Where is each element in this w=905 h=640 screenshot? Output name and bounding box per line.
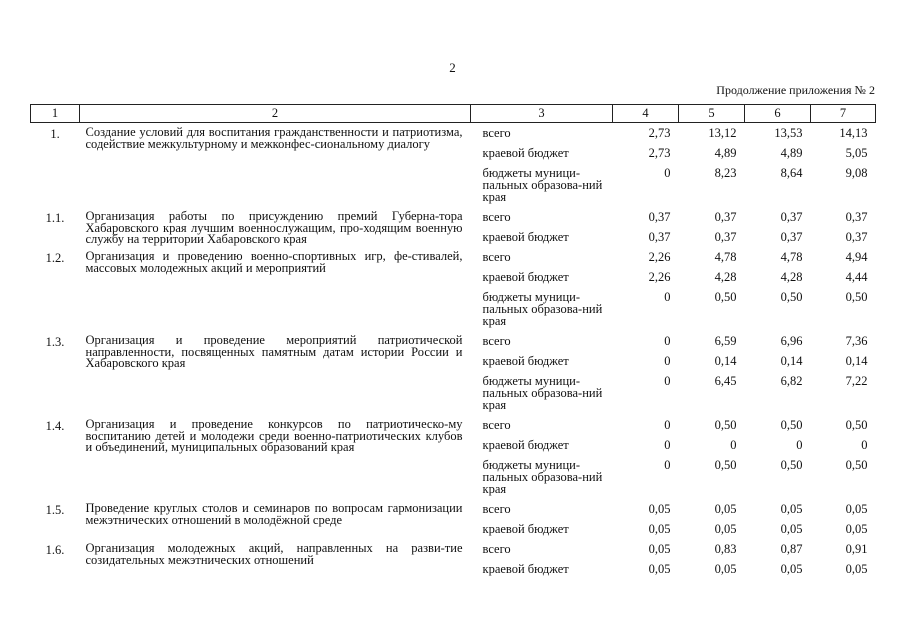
value-text: 0,50	[845, 458, 868, 472]
funding-source	[471, 331, 613, 351]
value-text: 0,37	[648, 230, 671, 244]
value-text: 0,83	[714, 542, 737, 556]
value-text: 0,05	[714, 502, 737, 516]
value-col-5	[679, 519, 745, 539]
value-text: 9,08	[845, 166, 868, 180]
value-text: 7,22	[845, 374, 868, 388]
value-col-6	[745, 163, 811, 207]
value-col-4	[613, 351, 679, 371]
funding-source-label: краевой бюджет	[482, 438, 569, 452]
value-text: 0	[664, 418, 671, 432]
value-col-4	[613, 455, 679, 499]
value-col-7	[811, 415, 876, 435]
continuation-label: Продолжение приложения № 2	[716, 83, 875, 97]
value-col-7	[811, 287, 876, 331]
value-col-6	[745, 351, 811, 371]
value-col-4	[613, 267, 679, 287]
value-col-6	[745, 435, 811, 455]
item-title: Организация и проведению военно-спортивных игр, фе-стивалей, массовых молодежных акций и мероприятий	[85, 249, 463, 275]
value-col-4	[613, 163, 679, 207]
header-col-3: 3	[471, 105, 613, 123]
funding-source-label: краевой бюджет	[482, 270, 569, 284]
value-text: 4,44	[845, 270, 868, 284]
funding-source-label: бюджеты муници-пальных образова-ний края	[482, 458, 603, 496]
value-text: 0,37	[648, 210, 671, 224]
value-text: 0,14	[714, 354, 737, 368]
value-col-7	[811, 499, 876, 519]
value-col-6	[745, 499, 811, 519]
funding-source	[471, 143, 613, 163]
value-col-7	[811, 267, 876, 287]
value-text: 4,78	[714, 250, 737, 264]
value-text: 4,78	[780, 250, 803, 264]
value-text: 0,05	[845, 522, 868, 536]
value-text: 0,50	[714, 458, 737, 472]
value-col-5	[679, 227, 745, 247]
value-text: 6,96	[780, 334, 803, 348]
value-text: 4,28	[780, 270, 803, 284]
table-row	[31, 539, 876, 559]
value-col-4	[613, 247, 679, 267]
item-title: Создание условий для воспитания гражданственности и патриотизма, содействие межкультурному и межконфес-сиональному диалогу	[85, 125, 463, 151]
item-number: 1.	[50, 127, 60, 141]
value-text: 0,50	[780, 458, 803, 472]
table-row	[31, 331, 876, 351]
value-text: 6,45	[714, 374, 737, 388]
value-col-6	[745, 207, 811, 227]
value-text: 0,37	[780, 210, 803, 224]
value-text: 0,37	[845, 210, 868, 224]
value-col-6	[745, 539, 811, 559]
value-col-6	[745, 559, 811, 579]
value-col-4	[613, 435, 679, 455]
value-col-4	[613, 143, 679, 163]
value-text: 0	[664, 354, 671, 368]
funding-source	[471, 287, 613, 331]
value-col-6	[745, 123, 811, 144]
table-row	[31, 247, 876, 267]
value-text: 8,23	[714, 166, 737, 180]
value-col-5	[679, 435, 745, 455]
value-col-7	[811, 143, 876, 163]
header-col-6: 6	[745, 105, 811, 123]
value-text: 0,05	[714, 522, 737, 536]
value-text: 8,64	[780, 166, 803, 180]
value-text: 0	[664, 458, 671, 472]
value-text: 4,28	[714, 270, 737, 284]
header-col-1: 1	[31, 105, 80, 123]
value-text: 0,05	[648, 502, 671, 516]
funding-source	[471, 499, 613, 519]
funding-source	[471, 227, 613, 247]
value-text: 0	[664, 290, 671, 304]
value-text: 0,37	[714, 230, 737, 244]
funding-source-label: всего	[482, 334, 511, 348]
value-text: 0	[664, 438, 671, 452]
table-row	[31, 499, 876, 519]
value-text: 0,14	[845, 354, 868, 368]
value-col-6	[745, 247, 811, 267]
funding-source	[471, 519, 613, 539]
value-col-5	[679, 287, 745, 331]
value-text: 0,50	[780, 290, 803, 304]
value-text: 0,05	[780, 522, 803, 536]
value-col-5	[679, 371, 745, 415]
value-text: 0	[861, 438, 868, 452]
value-text: 2,26	[648, 250, 671, 264]
value-col-7	[811, 539, 876, 559]
funding-source-label: всего	[482, 250, 511, 264]
value-col-7	[811, 559, 876, 579]
funding-source-label: краевой бюджет	[482, 354, 569, 368]
value-col-6	[745, 455, 811, 499]
value-text: 5,05	[845, 146, 868, 160]
funding-source-label: краевой бюджет	[482, 230, 569, 244]
value-col-5	[679, 351, 745, 371]
value-text: 0,50	[714, 418, 737, 432]
value-text: 0,37	[714, 210, 737, 224]
value-text: 0,91	[845, 542, 868, 556]
value-col-6	[745, 227, 811, 247]
funding-source-label: всего	[482, 542, 511, 556]
table-body	[31, 123, 876, 580]
funding-source-label: всего	[482, 126, 511, 140]
value-col-7	[811, 207, 876, 227]
value-col-4	[613, 559, 679, 579]
funding-source-label: всего	[482, 210, 511, 224]
funding-source	[471, 415, 613, 435]
value-text: 0	[796, 438, 803, 452]
value-col-6	[745, 143, 811, 163]
value-col-5	[679, 331, 745, 351]
funding-source	[471, 539, 613, 559]
table-row	[31, 415, 876, 435]
value-text: 7,36	[845, 334, 868, 348]
value-col-7	[811, 163, 876, 207]
header-row	[31, 105, 876, 123]
funding-source	[471, 247, 613, 267]
value-text: 0,14	[780, 354, 803, 368]
item-number: 1.4.	[45, 419, 65, 433]
funding-source	[471, 371, 613, 415]
value-text: 6,82	[780, 374, 803, 388]
value-text: 2,73	[648, 146, 671, 160]
value-col-7	[811, 351, 876, 371]
value-col-4	[613, 207, 679, 227]
value-text: 4,89	[714, 146, 737, 160]
item-title: Организация и проведение мероприятий патриотической направленности, посвященных памятным датам истории России и Хабаровского края	[85, 333, 463, 370]
value-col-7	[811, 227, 876, 247]
funding-source-label: бюджеты муници-пальных образова-ний края	[482, 166, 603, 204]
funding-source	[471, 123, 613, 144]
item-number: 1.1.	[45, 211, 65, 225]
value-col-4	[613, 371, 679, 415]
value-text: 0,05	[714, 562, 737, 576]
value-text: 6,59	[714, 334, 737, 348]
value-col-5	[679, 247, 745, 267]
value-col-5	[679, 163, 745, 207]
value-text: 0,05	[845, 502, 868, 516]
value-col-5	[679, 415, 745, 435]
value-text: 2,73	[648, 126, 671, 140]
funding-source	[471, 435, 613, 455]
value-col-5	[679, 455, 745, 499]
header-col-2: 2	[80, 105, 471, 123]
value-text: 13,12	[708, 126, 737, 140]
table-row	[31, 207, 876, 227]
funding-source	[471, 207, 613, 227]
item-number: 1.6.	[45, 543, 65, 557]
value-col-6	[745, 519, 811, 539]
value-text: 0,37	[845, 230, 868, 244]
header-col-5: 5	[679, 105, 745, 123]
value-text: 0,50	[845, 418, 868, 432]
appendix-table	[30, 104, 876, 579]
value-text: 14,13	[839, 126, 868, 140]
value-text: 0,50	[845, 290, 868, 304]
value-col-5	[679, 207, 745, 227]
value-text: 0,05	[845, 562, 868, 576]
value-col-5	[679, 559, 745, 579]
value-text: 0,05	[648, 522, 671, 536]
value-col-7	[811, 123, 876, 144]
header-col-7: 7	[811, 105, 876, 123]
value-col-4	[613, 287, 679, 331]
value-col-5	[679, 267, 745, 287]
value-text: 13,53	[774, 126, 803, 140]
item-number: 1.2.	[45, 251, 65, 265]
value-text: 0,37	[780, 230, 803, 244]
value-text: 0	[730, 438, 737, 452]
value-col-6	[745, 331, 811, 351]
value-col-5	[679, 123, 745, 144]
value-col-7	[811, 371, 876, 415]
value-col-5	[679, 539, 745, 559]
value-text: 0,50	[714, 290, 737, 304]
value-text: 4,94	[845, 250, 868, 264]
value-text: 0	[664, 334, 671, 348]
value-col-4	[613, 123, 679, 144]
funding-source	[471, 267, 613, 287]
value-col-4	[613, 331, 679, 351]
table-row	[31, 123, 876, 144]
value-text: 0,50	[780, 418, 803, 432]
funding-source	[471, 455, 613, 499]
funding-source-label: краевой бюджет	[482, 522, 569, 536]
value-col-6	[745, 415, 811, 435]
value-col-7	[811, 331, 876, 351]
value-text: 0,05	[648, 562, 671, 576]
page-number: 2	[449, 60, 456, 75]
value-col-7	[811, 247, 876, 267]
value-text: 2,26	[648, 270, 671, 284]
value-col-7	[811, 435, 876, 455]
value-text: 0	[664, 374, 671, 388]
value-text: 0,05	[780, 562, 803, 576]
value-text: 0,05	[648, 542, 671, 556]
funding-source-label: бюджеты муници-пальных образова-ний края	[482, 290, 603, 328]
header-col-4: 4	[613, 105, 679, 123]
item-title: Организация и проведение конкурсов по патриотическо-му воспитанию детей и молодежи среди военно-патриотических клубов и объединений, муниципальных образований края	[85, 417, 463, 454]
value-text: 0	[664, 166, 671, 180]
funding-source	[471, 559, 613, 579]
funding-source	[471, 351, 613, 371]
item-title: Организация молодежных акций, направленных на разви-тие созидательных межэтнических отношений	[85, 541, 463, 567]
value-text: 4,89	[780, 146, 803, 160]
value-col-4	[613, 499, 679, 519]
value-col-4	[613, 415, 679, 435]
value-col-7	[811, 455, 876, 499]
value-text: 0,05	[780, 502, 803, 516]
item-title: Организация работы по присуждению премий Губерна-тора Хабаровского края лучшим военнослужащим, про-ходящим военную службу на территории Хабаровского края	[85, 209, 463, 246]
value-col-4	[613, 519, 679, 539]
value-col-6	[745, 267, 811, 287]
value-col-6	[745, 371, 811, 415]
item-title: Проведение круглых столов и семинаров по вопросам гармонизации межэтнических отношений в молодёжной среде	[85, 501, 463, 527]
funding-source-label: всего	[482, 418, 511, 432]
value-col-6	[745, 287, 811, 331]
value-col-4	[613, 227, 679, 247]
funding-source-label: всего	[482, 502, 511, 516]
value-col-5	[679, 499, 745, 519]
funding-source-label: краевой бюджет	[482, 562, 569, 576]
funding-source-label: краевой бюджет	[482, 146, 569, 160]
item-number: 1.5.	[45, 503, 65, 517]
value-col-7	[811, 519, 876, 539]
item-number: 1.3.	[45, 335, 65, 349]
value-col-5	[679, 143, 745, 163]
funding-source-label: бюджеты муници-пальных образова-ний края	[482, 374, 603, 412]
funding-source	[471, 163, 613, 207]
value-col-4	[613, 539, 679, 559]
value-text: 0,87	[780, 542, 803, 556]
